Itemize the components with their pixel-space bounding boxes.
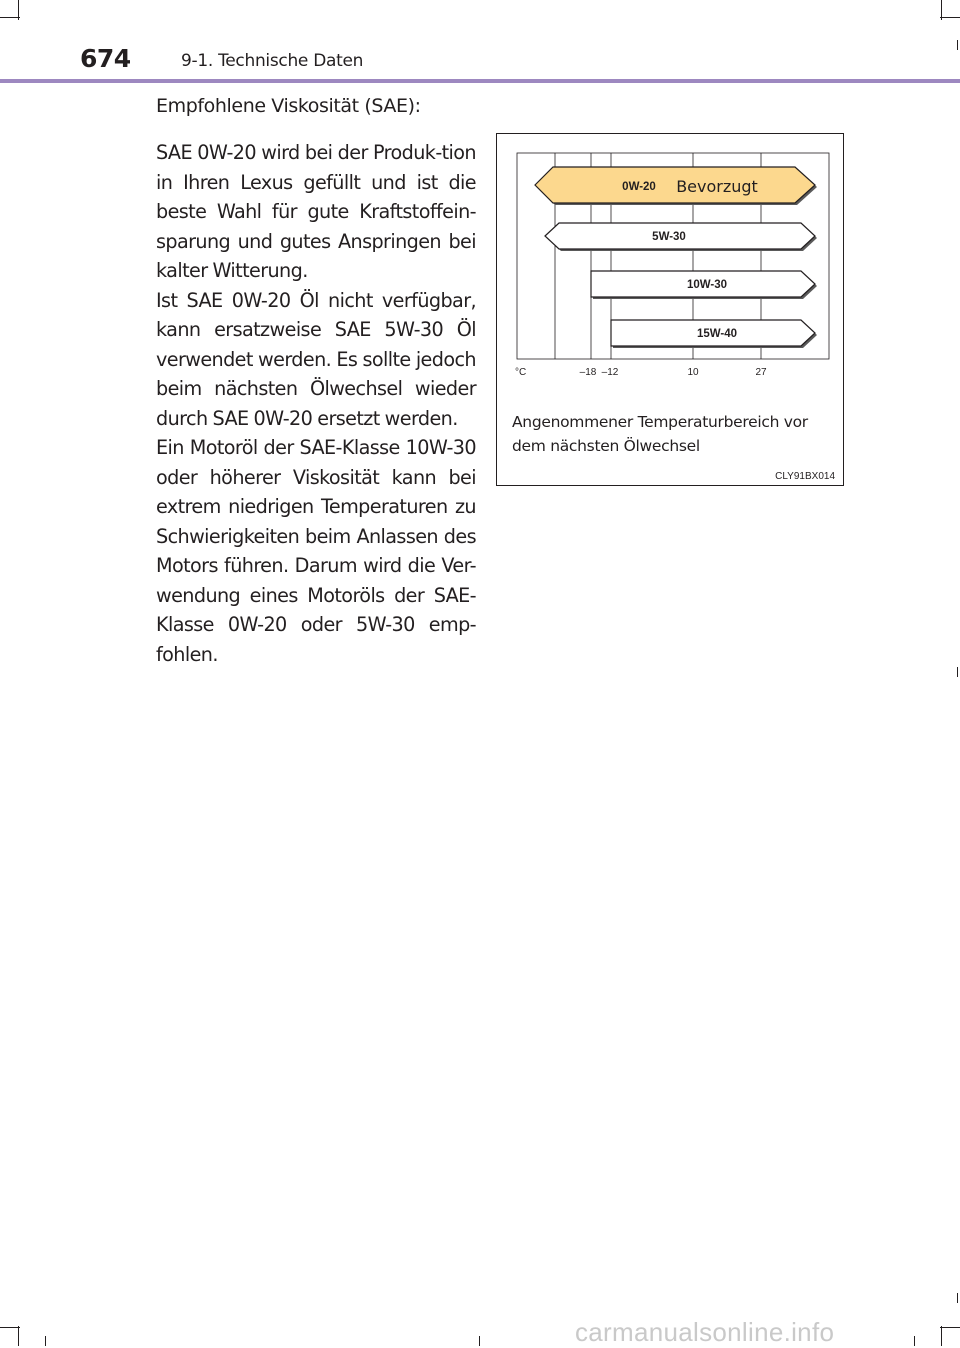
- subheading: Empfohlene Viskosität (SAE):: [156, 95, 421, 117]
- crop-mark: [941, 1326, 942, 1346]
- header-divider: [0, 79, 960, 83]
- tick-label: –18: [579, 367, 597, 378]
- crop-mark: [18, 1326, 19, 1346]
- paragraph: Ein Motoröl der SAE-Klasse 10W-30 oder höherer Viskosität kann bei extrem niedrigen Temperaturen zu Schwierigkeiten beim Anlassen des Motors führen. Darum wird die Ver-wendung eines Motoröls der SAE-Klasse 0W-20 oder 5W-30 emp-fohlen.: [156, 436, 476, 666]
- tick-label: –12: [601, 367, 619, 378]
- paragraph: SAE 0W-20 wird bei der Produk-tion in Ihren Lexus gefüllt und ist die beste Wahl für gute Kraftstoffein-sparung und gutes Anspringen bei kalter Witterung.: [156, 141, 476, 282]
- crop-mark: [18, 0, 19, 20]
- viscosity-figure: [496, 133, 844, 486]
- preferred-tag: Bevorzugt: [676, 177, 758, 196]
- grade-label-15w40: 15W-40: [696, 328, 738, 340]
- figure-code: CLY91BX014: [775, 471, 835, 482]
- crop-mark: [957, 1293, 958, 1303]
- page-number: 674: [80, 44, 131, 73]
- grade-label-5w30: 5W-30: [652, 231, 686, 243]
- crop-mark: [957, 667, 958, 677]
- grade-label-0w20: 0W-20: [622, 181, 656, 193]
- watermark: carmanualsonline.info: [575, 1317, 835, 1347]
- crop-mark: [914, 1336, 915, 1346]
- crop-mark: [479, 1336, 480, 1346]
- crop-mark: [940, 1327, 960, 1328]
- crop-mark: [0, 1327, 20, 1328]
- grade-10w30-arrow: [591, 271, 817, 299]
- grade-label-10w30: 10W-30: [686, 279, 728, 291]
- grade-15w40-arrow: [611, 320, 817, 348]
- crop-mark: [941, 0, 942, 20]
- grade-5w30-arrow: [545, 223, 817, 251]
- crop-mark: [0, 17, 20, 18]
- axis-unit-label: °C: [515, 367, 527, 378]
- grade-0w20-arrow: [535, 167, 817, 205]
- crop-mark: [45, 1336, 46, 1346]
- paragraph: Ist SAE 0W-20 Öl nicht verfügbar, kann ersatzweise SAE 5W-30 Öl verwendet werden. Es sollte jedoch beim nächsten Ölwechsel wieder durch SAE 0W-20 ersetzt werden.: [156, 288, 476, 430]
- body-text: [156, 138, 476, 669]
- viscosity-diagram: [497, 134, 845, 414]
- section-title: 9-1. Technische Daten: [181, 51, 364, 71]
- figure-caption: Angenommener Temperaturbereich vor dem nächsten Ölwechsel: [512, 413, 808, 455]
- crop-mark: [957, 40, 958, 50]
- crop-mark: [940, 17, 960, 18]
- tick-label: 27: [755, 367, 767, 378]
- tick-label: 10: [687, 367, 699, 378]
